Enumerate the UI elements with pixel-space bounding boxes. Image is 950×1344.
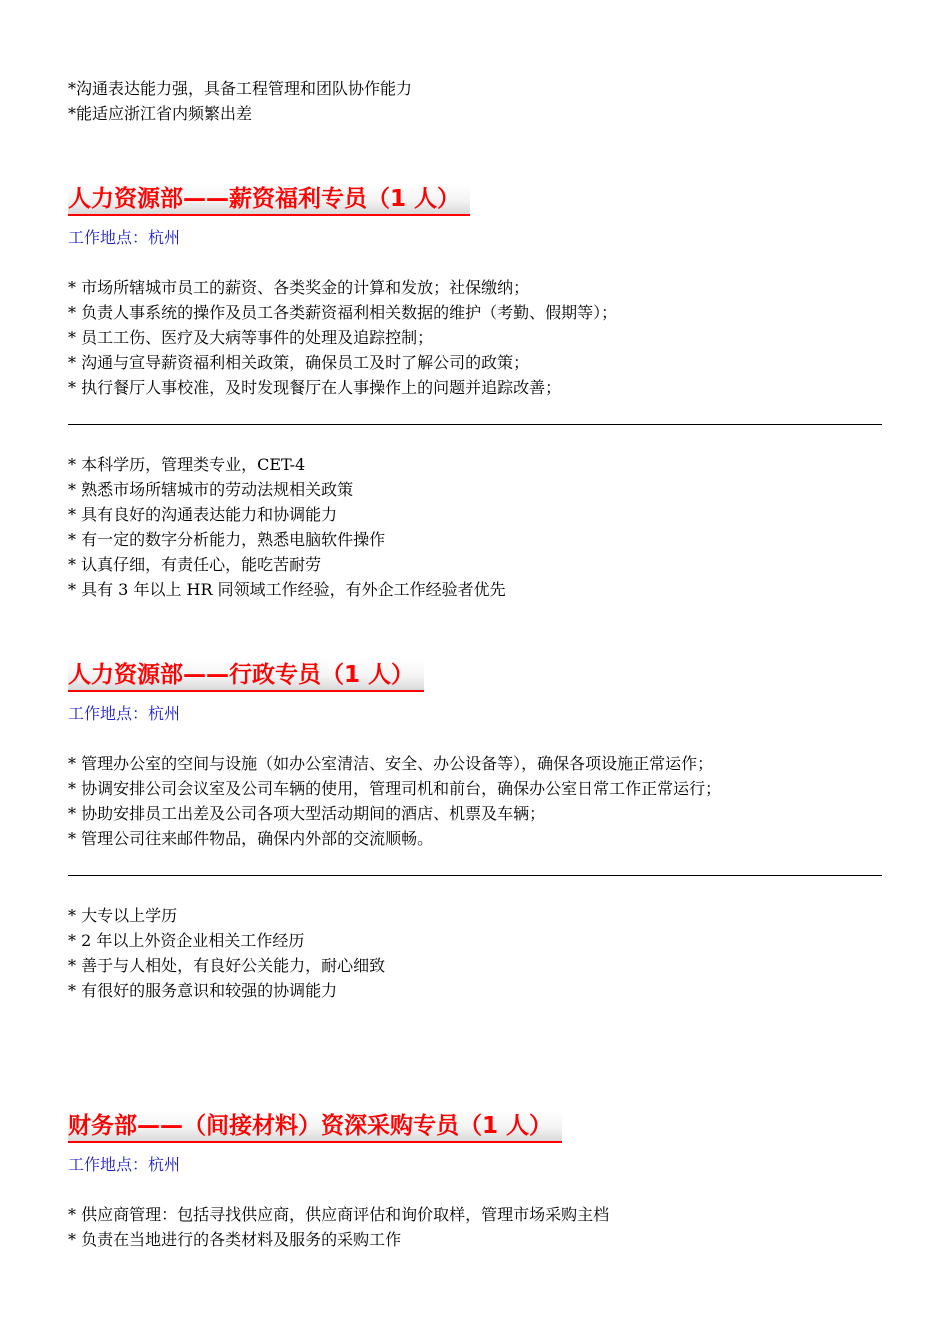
job-location: 工作地点：杭州 bbox=[68, 1155, 181, 1174]
duties-list bbox=[68, 1202, 609, 1252]
list-item: * 认真仔细，有责任心，能吃苦耐劳 bbox=[68, 555, 322, 574]
list-item: * 负责人事系统的操作及员工各类薪资福利相关数据的维护（考勤、假期等）； bbox=[68, 303, 618, 322]
list-item: * 善于与人相处，有良好公关能力，耐心细致 bbox=[68, 956, 386, 975]
list-item: * 管理办公室的空间与设施（如办公室清洁、安全、办公设备等），确保各项设施正常运作； bbox=[68, 754, 714, 773]
list-item: * 熟悉市场所辖城市的劳动法规相关政策 bbox=[68, 480, 354, 499]
job-location: 工作地点：杭州 bbox=[68, 704, 181, 723]
list-item: * 2 年以上外资企业相关工作经历 bbox=[68, 931, 305, 950]
job-title: 人力资源部——薪资福利专员（1 人） bbox=[68, 184, 470, 216]
list-item: * 员工工伤、医疗及大病等事件的处理及追踪控制； bbox=[68, 328, 434, 347]
list-item: * 大专以上学历 bbox=[68, 906, 178, 925]
list-item: * 市场所辖城市员工的薪资、各类奖金的计算和发放；社保缴纳； bbox=[68, 278, 530, 297]
list-item: * 执行餐厅人事校准，及时发现餐厅在人事操作上的问题并追踪改善； bbox=[68, 378, 562, 397]
requirements-list bbox=[68, 903, 385, 1003]
top-line: *沟通表达能力强，具备工程管理和团队协作能力 bbox=[68, 79, 413, 98]
job-location: 工作地点：杭州 bbox=[68, 228, 181, 247]
job-section bbox=[68, 660, 424, 692]
list-item: * 沟通与宣导薪资福利相关政策，确保员工及时了解公司的政策； bbox=[68, 353, 530, 372]
list-item: * 有一定的数字分析能力，熟悉电脑软件操作 bbox=[68, 530, 386, 549]
job-section bbox=[68, 184, 470, 216]
duties-list bbox=[68, 751, 721, 851]
top-line: *能适应浙江省内频繁出差 bbox=[68, 104, 253, 123]
job-title: 人力资源部——行政专员（1 人） bbox=[68, 660, 424, 692]
list-item: * 协助安排员工出差及公司各项大型活动期间的酒店、机票及车辆； bbox=[68, 804, 546, 823]
job-title: 财务部——（间接材料）资深采购专员（1 人） bbox=[68, 1111, 562, 1143]
list-item: * 供应商管理：包括寻找供应商，供应商评估和询价取样，管理市场采购主档 bbox=[68, 1205, 610, 1224]
list-item: * 管理公司往来邮件物品，确保内外部的交流顺畅。 bbox=[68, 829, 434, 848]
section-divider bbox=[68, 424, 882, 425]
section-divider bbox=[68, 875, 882, 876]
job-section bbox=[68, 1111, 562, 1143]
list-item: * 本科学历，管理类专业，CET-4 bbox=[68, 455, 306, 474]
list-item: * 有很好的服务意识和较强的协调能力 bbox=[68, 981, 338, 1000]
requirements-list bbox=[68, 452, 506, 602]
list-item: * 负责在当地进行的各类材料及服务的采购工作 bbox=[68, 1230, 402, 1249]
list-item: * 具有良好的沟通表达能力和协调能力 bbox=[68, 505, 338, 524]
list-item: * 具有 3 年以上 HR 同领域工作经验，有外企工作经验者优先 bbox=[68, 580, 506, 599]
duties-list bbox=[68, 275, 617, 400]
list-item: * 协调安排公司会议室及公司车辆的使用，管理司机和前台，确保办公室日常工作正常运行； bbox=[68, 779, 722, 798]
